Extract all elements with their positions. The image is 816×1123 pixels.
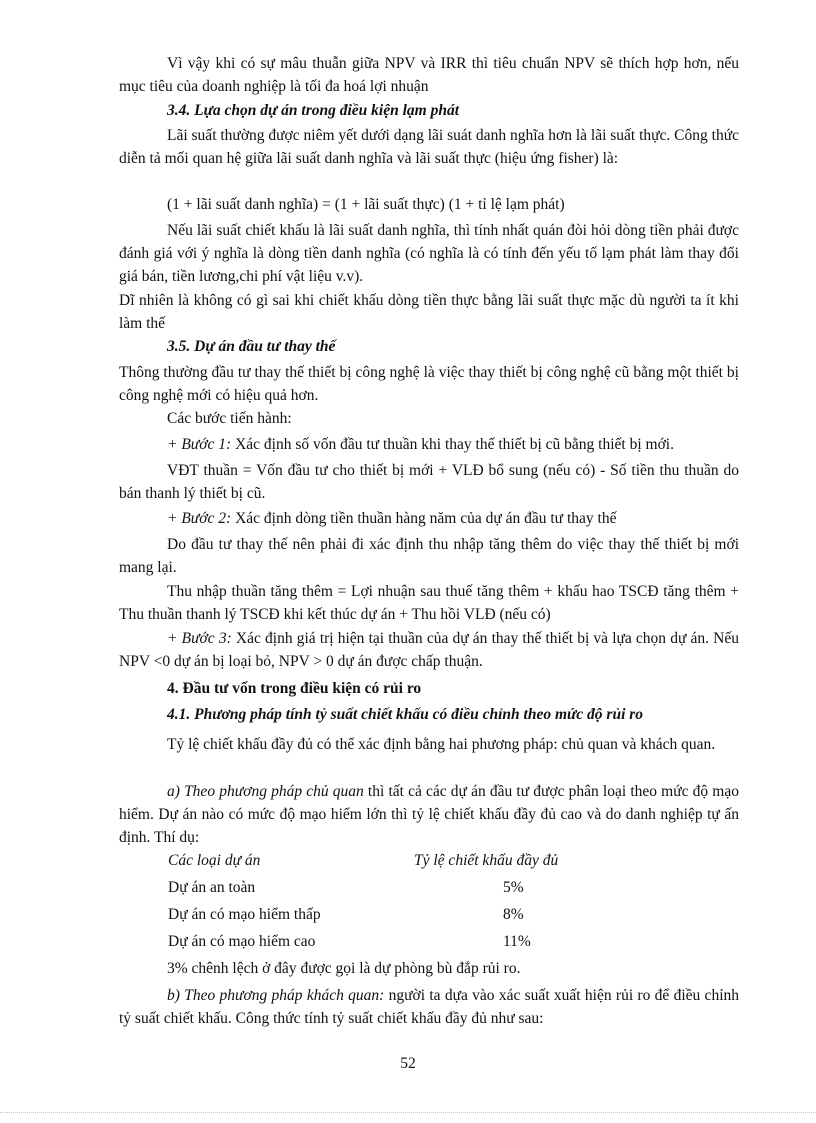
paragraph-incremental-income: Do đầu tư thay thế nên phải đi xác định thu nhập tăng thêm do việc thay thế thiết bị mới mang lại.	[119, 536, 739, 576]
objective-method-text: người ta dựa vào xác suất xuất hiện rủi ro để điều chỉnh tỷ suất chiết khấu. Công thức tính tỷ suất chiết khấu đầy đủ như sau:	[119, 987, 739, 1027]
paragraph-npv-irr: Vì vậy khi có sự mâu thuẫn giữa NPV và IRR thì tiêu chuẩn NPV sẽ thích hợp hơn, nếu mục tiêu của doanh nghiệp là tối đa hoá lợi nhuận	[119, 55, 739, 95]
table-cell-rate: 11%	[503, 933, 531, 950]
paragraph-objective-method	[119, 984, 739, 1030]
paragraph-steps-intro: Các bước tiến hành:	[167, 410, 292, 427]
step-2-label: + Bước 2:	[167, 510, 232, 527]
heading-3-5: 3.5. Dự án đầu tư thay thế	[167, 338, 336, 355]
table-cell-project-type: Dự án có mạo hiểm cao	[168, 933, 316, 950]
step-1-label: + Bước 1:	[167, 436, 232, 453]
table-header	[168, 849, 728, 872]
step-3-label: + Bước 3:	[167, 630, 232, 647]
table-cell-rate: 8%	[503, 906, 524, 923]
paragraph-step-1	[119, 433, 739, 456]
table-row	[168, 876, 728, 899]
heading-4-1: 4.1. Phương pháp tính tỷ suất chiết khấu có điều chỉnh theo mức độ rủi ro	[167, 706, 644, 723]
step-2-text: Xác định dòng tiền thuần hàng năm của dự án đầu tư thay thế	[231, 510, 617, 527]
paragraph-real-discount: Dĩ nhiên là không có gì sai khi chiết khấu dòng tiền thực bằng lãi suất thực mặc dù người ta ít khi làm thế	[119, 292, 739, 332]
paragraph-step-2	[119, 507, 739, 530]
paragraph-risk-premium: 3% chênh lệch ở đây được gọi là dự phòng bù đắp rủi ro.	[167, 960, 521, 977]
paragraph-net-income-formula: Thu nhập thuần tăng thêm = Lợi nhuận sau thuế tăng thêm + khấu hao TSCĐ tăng thêm + Thu thuần thanh lý TSCĐ khi kết thúc dự án + Thu hồi VLĐ (nếu có)	[119, 583, 739, 623]
step-1-text: Xác định số vốn đầu tư thuần khi thay thế thiết bị cũ bằng thiết bị mới.	[231, 436, 674, 453]
paragraph-net-investment: VĐT thuần = Vốn đầu tư cho thiết bị mới + VLĐ bổ sung (nếu có) - Số tiền thu thuần do bán thanh lý thiết bị cũ.	[119, 462, 739, 502]
subjective-method-label: a) Theo phương pháp chủ quan	[167, 783, 364, 800]
paragraph-subjective-method	[119, 780, 739, 849]
table-header-project-type: Các loại dự án	[168, 852, 261, 869]
table-row	[168, 903, 728, 926]
table-header-discount-rate: Tỷ lệ chiết khấu đầy đủ	[414, 852, 559, 869]
table-cell-project-type: Dự án có mạo hiểm thấp	[168, 906, 321, 923]
table-cell-project-type: Dự án an toàn	[168, 879, 256, 896]
paragraph-replacement: Thông thường đầu tư thay thế thiết bị công nghệ là việc thay thiết bị công nghệ cũ bằng một thiết bị công nghệ mới có hiệu quả hơn.	[119, 364, 739, 404]
page-number: 52	[400, 1055, 416, 1072]
paragraph-interest-rate: Lãi suất thường được niêm yết dưới dạng lãi suát danh nghĩa hơn là lãi suất thực. Công thức diễn tả mối quan hệ giữa lãi suất danh nghĩa và lãi suất thực (hiệu ứng fisher) là:	[119, 127, 739, 167]
subjective-method-text: thì tất cả các dự án đầu tư được phân loại theo mức độ mạo hiểm. Dự án nào có mức độ mạo hiểm lớn thì tỷ lệ chiết khấu đầy đủ cao và do danh nghiệp tự ấn định. Thí dụ:	[119, 783, 739, 846]
paragraph-nominal-discount: Nếu lãi suất chiết khấu là lãi suất danh nghĩa, thì tính nhất quán đòi hỏi dòng tiền phải được đánh giá với ý nghĩa là dòng tiền danh nghĩa (có nghĩa là có tính đến yếu tố lạm phát làm thay đổi giá bán, tiền lương,chi phí vật liệu v.v).	[119, 222, 739, 285]
page-bottom-divider	[0, 1112, 816, 1113]
paragraph-discount-methods: Tỷ lệ chiết khấu đầy đủ có thể xác định bằng hai phương pháp: chủ quan và khách quan.	[167, 736, 716, 753]
heading-3-4: 3.4. Lựa chọn dự án trong điều kiện lạm phát	[167, 102, 460, 119]
heading-4: 4. Đầu tư vốn trong điều kiện có rủi ro	[167, 680, 422, 697]
step-3-text: Xác định giá trị hiện tại thuần của dự án thay thế thiết bị và lựa chọn dự án. Nếu NPV <0 dự án bị loại bỏ, NPV > 0 dự án được chấp thuận.	[119, 630, 739, 670]
fisher-formula: (1 + lãi suất danh nghĩa) = (1 + lãi suất thực) (1 + tỉ lệ lạm phát)	[167, 196, 565, 213]
table-row	[168, 930, 728, 953]
table-cell-rate: 5%	[503, 879, 524, 896]
objective-method-label: b) Theo phương pháp khách quan:	[167, 987, 385, 1004]
paragraph-step-3	[119, 627, 739, 673]
